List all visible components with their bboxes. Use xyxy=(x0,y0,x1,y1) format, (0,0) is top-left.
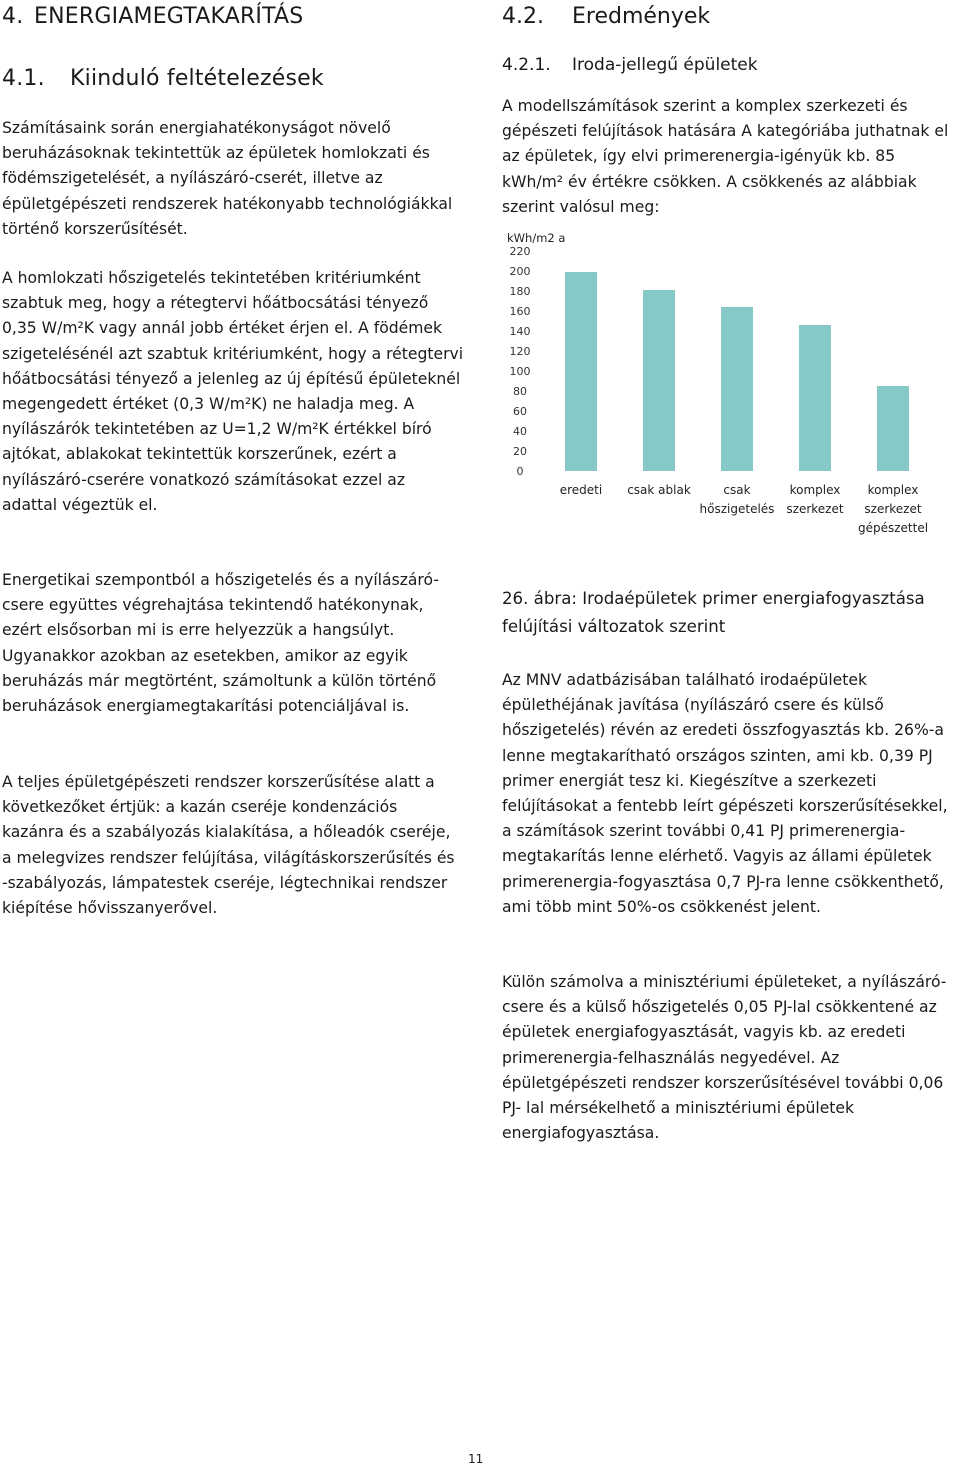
office-subheading: 4.2.1. Iroda-jellegű épületek xyxy=(502,55,758,75)
chart-y-tick-label: 40 xyxy=(513,425,527,438)
chart-y-tick-label: 60 xyxy=(513,405,527,418)
chart-bar xyxy=(721,307,753,471)
chart-y-tick-label: 140 xyxy=(509,325,531,338)
paragraph-insulation: A homlokzati hőszigetelés tekintetében kritériumként szabtuk meg, hogy a rétegtervi hőátbocsátási tényező 0,35 W/m²K vagy annál jobb értéket érjen el. A födémek szigetelésénél azt szabtuk kritériumként, hogy a rétegtervi hőátbocsátási tényező a jelenleg az új építésű épületeknél megengedett értéket (0,3 W/m²K) ne haladja meg. A nyílászárók tekintetében az U=1,2 W/m²K értékkel bíró ajtókat, ablakokat tekintettük korszerűnek, ezért a nyílászáró-cserére vonatkozó számításokat ezzel az adattal végeztük el. xyxy=(2,269,464,514)
chart-y-tick-label: 100 xyxy=(509,365,531,378)
paragraph-intro: A modellszámítások szerint a komplex szerkezeti és gépészeti felújítások hatására A kategóriába juthatnak el az épületek, így elvi primerenergia-igényük kb. 85 kWh/m² év értékre csökken. A csökkenés az alábbiak szerint valósul meg: xyxy=(502,97,949,216)
chart-x-tick-label: komplex xyxy=(789,483,841,497)
energy-bar-chart xyxy=(502,228,942,548)
paragraph-hvac: A teljes épületgépészeti rendszer korszerűsítése alatt a következőket értjük: a kazán cseréje kondenzációs kazánra és a szabályozás kialakítása, a hőleadók cseréje, a melegvizes rendszer felújítása, világításkorszerűsítés és -szabályozás, lámpatestek cseréje, légtechnikai rendszer kiépítése hővisszanyerővel. xyxy=(2,773,455,918)
chart-x-tick-label: szerkezet xyxy=(786,502,844,516)
chart-x-tick-label: komplex xyxy=(867,483,919,497)
chart-y-tick-label: 220 xyxy=(509,245,531,258)
chart-bar xyxy=(643,290,675,471)
chart-x-tick-label: szerkezet xyxy=(864,502,922,516)
chart-y-tick-label: 200 xyxy=(509,265,531,278)
chart-bar xyxy=(877,386,909,471)
results-heading: 4.2. Eredmények xyxy=(502,4,711,29)
chart-y-tick-label: 20 xyxy=(513,445,527,458)
section-heading: 4.1. Kiinduló feltételezések xyxy=(2,66,324,91)
paragraph-mnv-savings: Az MNV adatbázisában található irodaépületek épülethéjának javítása (nyílászáró csere és külső hőszigetelés) révén az eredeti összfogyasztás kb. 26%-a lenne megtakarítható országos szinten, ami kb. 0,39 PJ primer energiát tesz ki. Kiegészítve a szerkezeti felújításokat a fentebb leírt gépészeti korszerűsítésekkel, a számítások szerint további 0,41 PJ primerenergia-megtakarítás lenne elérhető. Vagyis az állami épületek primerenergia-fogyasztása 0,7 PJ-ra lenne csökkenthető, ami több mint 50%-os csökkenést jelent. xyxy=(502,671,948,916)
paragraph-investments: Számításaink során energiahatékonyságot növelő beruházásoknak tekintettük az épületek homlokzati és födémszigetelését, a nyílászáró-cserét, illetve az épületgépészeti rendszerek hatékonyabb technológiákkal történő korszerűsítését. xyxy=(2,119,453,238)
chart-bar xyxy=(565,272,597,471)
chart-y-tick-label: 180 xyxy=(509,285,531,298)
chart-y-tick-label: 160 xyxy=(509,305,531,318)
chart-y-tick-label: 80 xyxy=(513,385,527,398)
chart-y-tick-label: 120 xyxy=(509,345,531,358)
chart-x-tick-label: gépészettel xyxy=(857,521,929,535)
figure-caption: 26. ábra: Irodaépületek primer energiafogyasztása felújítási változatok szerint xyxy=(502,589,925,636)
paragraph-ministry: Külön számolva a minisztériumi épületeket, a nyílászáró-csere és a külső hőszigetelés 0,05 PJ-lal csökkentené az épületek energiafogyasztását, vagyis kb. az eredeti primerenergia-felhasználás negyedével. Az épületgépészeti rendszer korszerűsítésével további 0,06 PJ- lal mérsékelhető a minisztériumi épületek energiafogyasztása. xyxy=(502,973,947,1143)
paragraph-energetics: Energetikai szempontból a hőszigetelés és a nyílászáró-csere együttes végrehajtása tekintendő hatékonynak, ezért elsősorban mi is erre helyezzük a hangsúlyt. Ugyanakkor azokban az esetekben, amikor az egyik beruházás már megtörtént, számoltunk a külön történő beruházások energiamegtakarítási potenciáljával is. xyxy=(2,571,439,716)
chart-bar xyxy=(799,325,831,471)
page-number: 11 xyxy=(468,1452,484,1466)
chart-x-tick-label: eredeti xyxy=(559,483,603,497)
chart-x-tick-label: csak ablak xyxy=(627,483,691,497)
chart-y-axis-label: kWh/m2 a xyxy=(507,231,566,245)
chart-x-tick-label: hőszigetelés xyxy=(699,502,775,516)
chart-x-tick-label: csak xyxy=(723,483,751,497)
chart-y-tick-label: 0 xyxy=(516,465,524,478)
chapter-heading: 4. ENERGIAMEGTAKARÍTÁS xyxy=(2,4,304,29)
